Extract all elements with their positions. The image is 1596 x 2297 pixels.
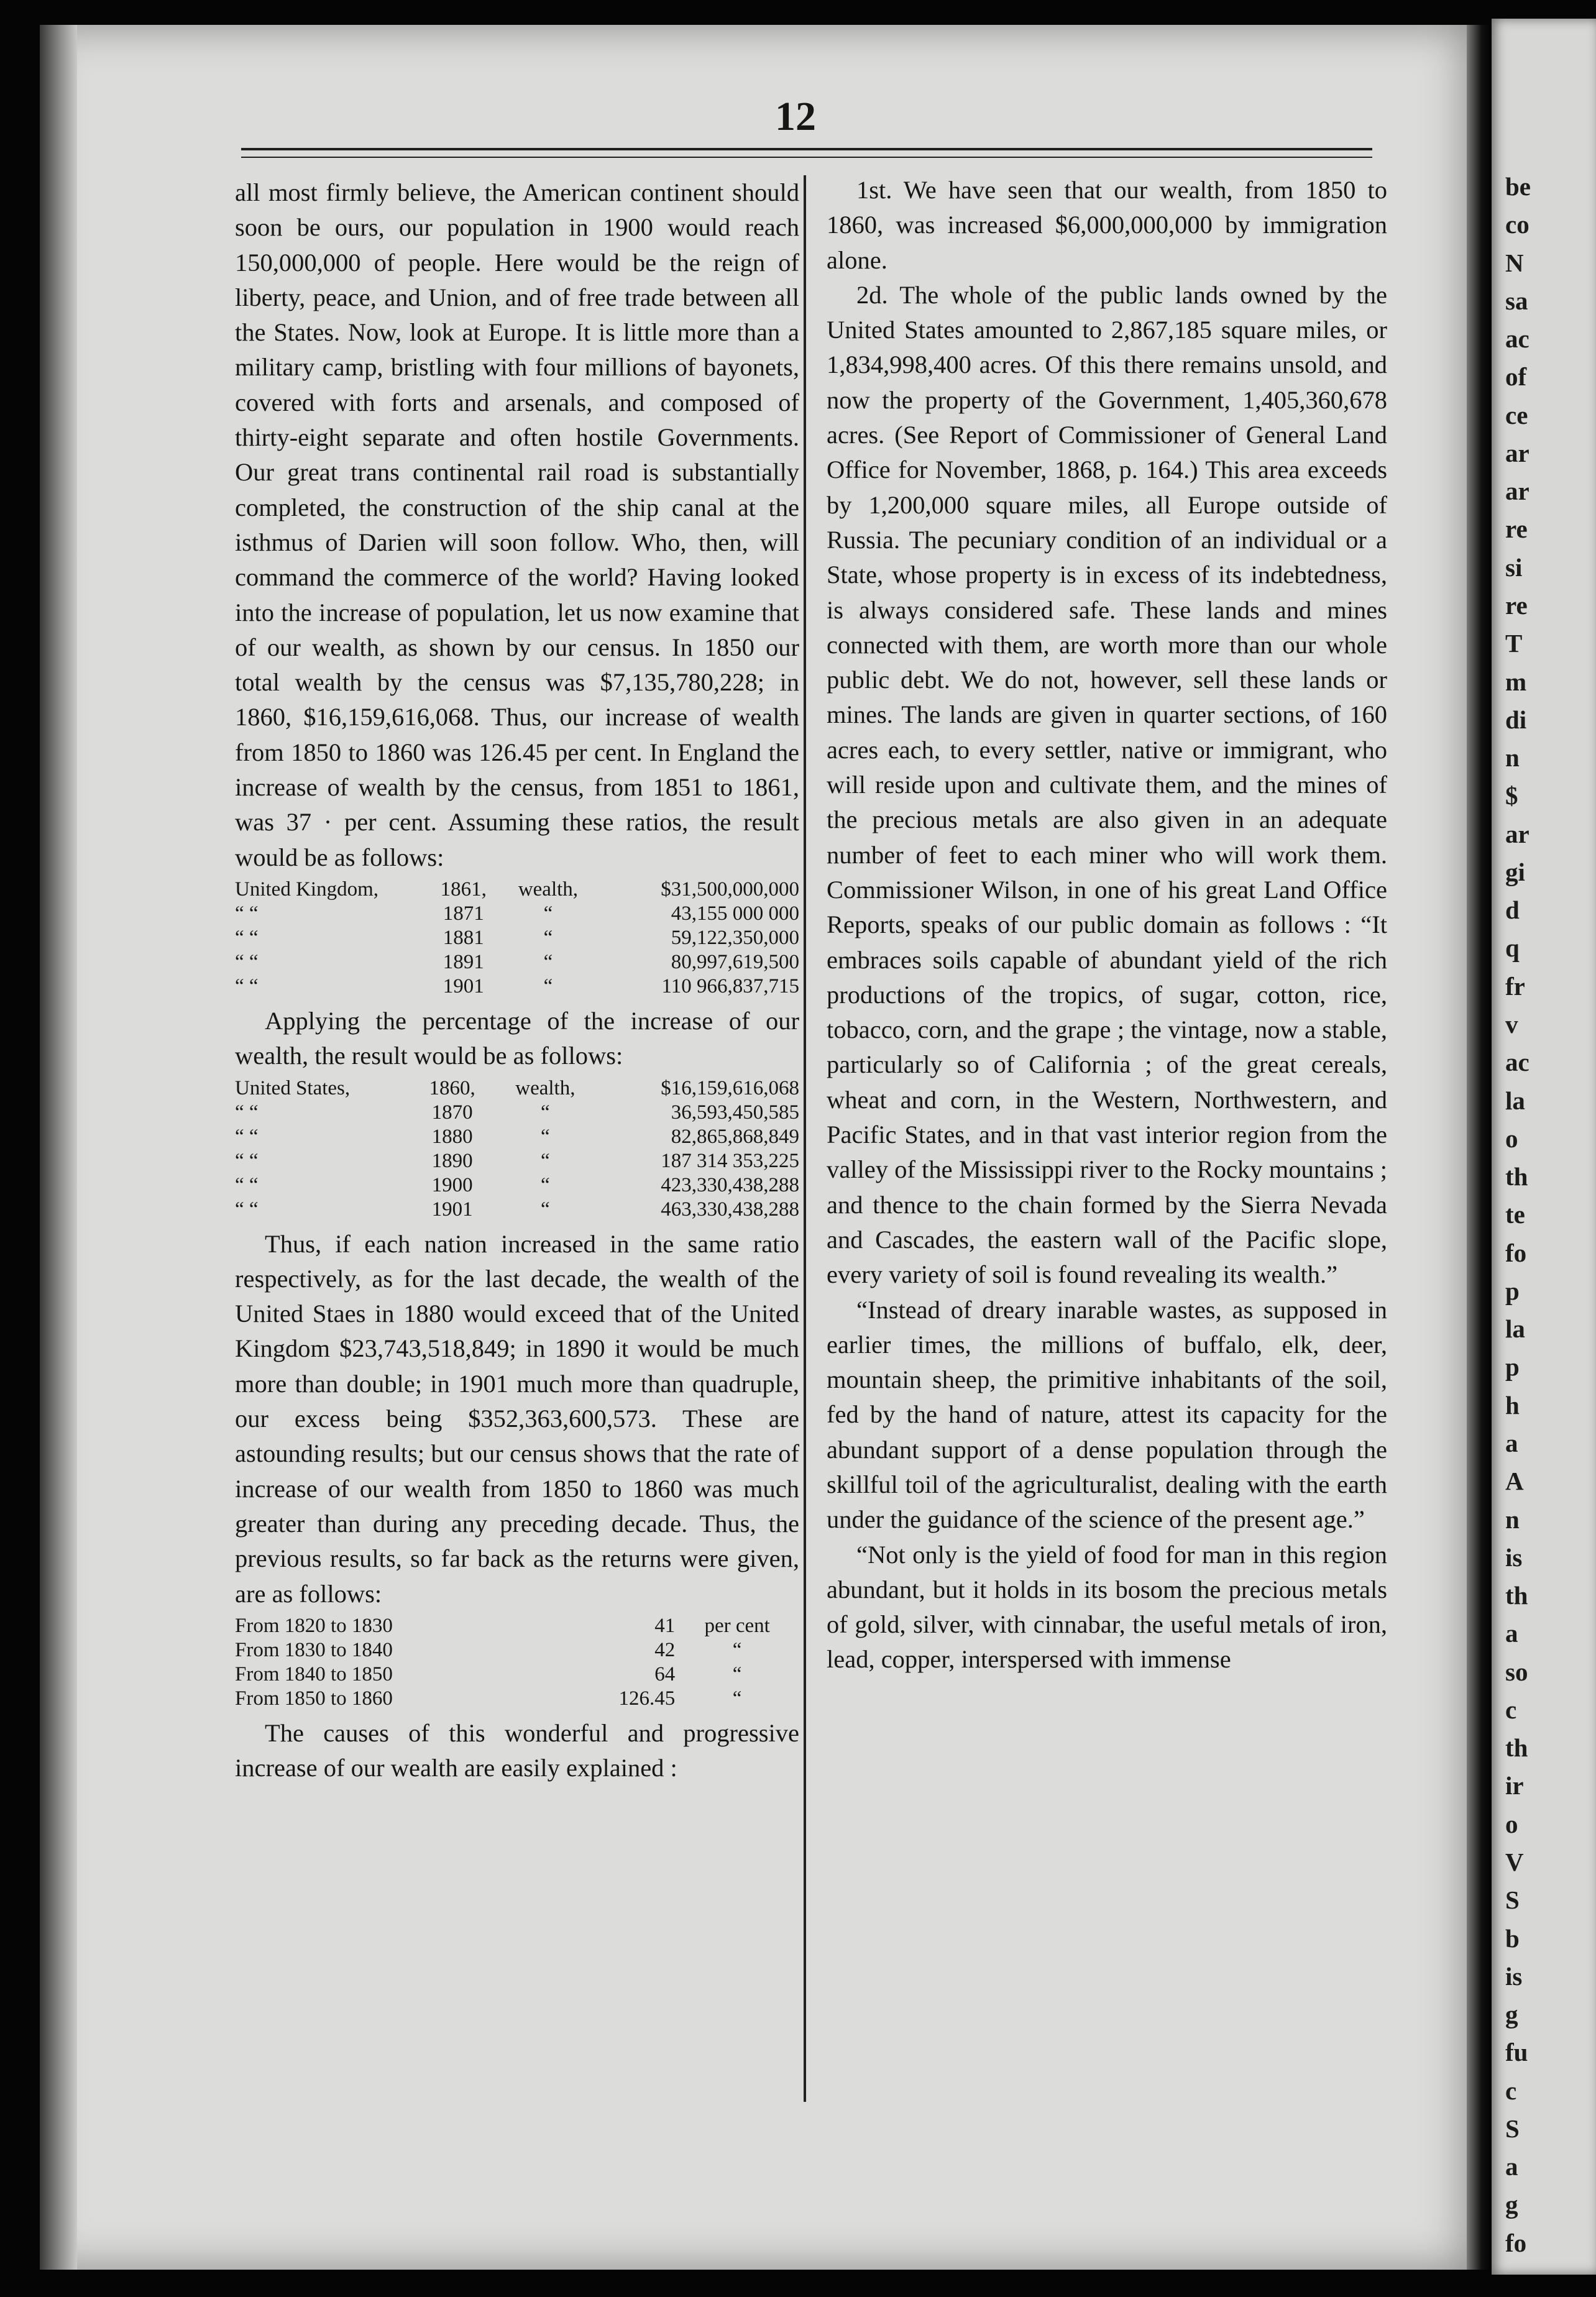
- adjacent-page-fragment: m: [1505, 667, 1527, 696]
- us-table-row-value: 36,593,450,585: [671, 1101, 799, 1124]
- rate-table-row-value: 126.45: [618, 1687, 676, 1710]
- adjacent-page-fragment: ce: [1505, 400, 1528, 429]
- us-table-row-year: 1870: [431, 1101, 473, 1124]
- us-table-row-label: “: [541, 1101, 550, 1124]
- right-paragraph-2: 2d. The whole of the public lands owned by the United States amounted to 2,867,185 square miles, or 1,834,998,400 acres. Of this there remains unsold, and now the property of the Government, 1,405,360,678 acres. (See Report of Commissioner of General Land Office for November, 1868, p. 164.) This area exceeds by 1,200,000 square miles, all Europe outside of Russia. The pecuniary condition of an individual or a State, whose property is in excess of its indebtedness, is always considered safe. These lands and mines connected with them, are worth more than our whole public debt. We do not, however, sell these lands or mines. The lands are given in quarter sections, of 160 acres each, to every settler, native or immigrant, who will reside upon and cultivate them, and the mines of the precious metals are also given in an adequate number of feet to each miner who will work them. Commissioner Wilson, in one of his great Land Office Reports, speaks of our public domain as follows : “It embraces soils capable of abundant yield of the rich productions of the tropics, of sugar, cotton, rice, tobacco, corn, and the grape ; the vintage, now a stable, particularly so of California ; of the great cereals, wheat and corn, in the Western, Northwestern, and Pacific States, and in that vast interior region from the valley of the Mississippi river to the Rocky mountains ; and thence to the chain formed by the Sierra Nevada and Cascades, the eastern wall of the Pacific slope, every variety of soil is found revealing its wealth.”: [827, 280, 1387, 1289]
- uk-table-row: [235, 902, 799, 926]
- rate-table-row-unit: per cent: [704, 1614, 770, 1637]
- us-table-row-country: “ “: [235, 1101, 259, 1124]
- adjacent-page-fragment: c: [1505, 1695, 1517, 1724]
- adjacent-page-fragment: d: [1505, 896, 1520, 925]
- us-table-row-country: United States,: [235, 1076, 351, 1099]
- right-column: [827, 173, 1387, 2106]
- adjacent-page-fragment: sa: [1505, 286, 1528, 315]
- us-table-row-country: “ “: [235, 1173, 259, 1196]
- wealth-increase-rate-table: [235, 1614, 799, 1711]
- us-table-row-label: “: [541, 1173, 550, 1196]
- adjacent-page-fragment: ar: [1505, 819, 1530, 848]
- adjacent-page-fragment: gi: [1505, 857, 1525, 886]
- us-table-row-value: 82,865,868,849: [671, 1125, 799, 1148]
- page-number: 12: [775, 94, 816, 139]
- uk-table-row-country: “ “: [235, 974, 259, 997]
- rate-table-row-unit: “: [732, 1662, 742, 1685]
- adjacent-page-fragment: N: [1505, 248, 1524, 277]
- uk-table-row-year: 1871: [443, 902, 484, 925]
- rate-table-row: [235, 1662, 799, 1687]
- us-table-row-label: “: [541, 1125, 550, 1148]
- adjacent-page-fragment: g: [1505, 2000, 1518, 2029]
- uk-table-row-value: 43,155 000 000: [671, 902, 799, 925]
- uk-table-row-year: 1881: [443, 926, 484, 949]
- right-paragraph-4: “Not only is the yield of food for man in this region abundant, but it holds in its bosom the precious metals of gold, silver, with cinnabar, the useful metals of iron, lead, copper, interspersed with immense: [827, 1540, 1387, 1674]
- adjacent-page-fragment: v: [1505, 1010, 1518, 1038]
- us-table-row-year: 1890: [431, 1149, 473, 1172]
- adjacent-page-fragment: V: [1505, 1848, 1524, 1876]
- us-table-row-value: $16,159,616,068: [661, 1076, 799, 1099]
- book-spine-shadow: [40, 25, 77, 2270]
- adjacent-page-fragment: ac: [1505, 1048, 1530, 1077]
- adjacent-page-fragment: n: [1505, 743, 1520, 773]
- adjacent-page-fragment: ar: [1505, 438, 1530, 467]
- us-wealth-table: [235, 1076, 799, 1222]
- rate-table-row-unit: “: [732, 1687, 742, 1710]
- adjacent-page-fragment: th: [1505, 1581, 1528, 1610]
- adjacent-page-fragment: T: [1505, 629, 1523, 658]
- uk-table-row-value: 110 966,837,715: [661, 974, 799, 997]
- adjacent-page-fragment: re: [1505, 591, 1528, 620]
- left-paragraph-2: Applying the percentage of the increase of our wealth, the result would be as follows:: [235, 1006, 799, 1070]
- adjacent-page-fragment: a: [1505, 1429, 1518, 1457]
- rate-table-row: [235, 1614, 799, 1638]
- adjacent-page-fragment: di: [1505, 705, 1527, 734]
- us-table-row-year: 1880: [431, 1125, 473, 1148]
- adjacent-page-fragment: te: [1505, 1200, 1525, 1229]
- adjacent-page-fragment: n: [1505, 1505, 1520, 1534]
- rate-table-row-value: 41: [654, 1614, 676, 1637]
- us-table-row-country: “ “: [235, 1149, 259, 1172]
- uk-table-row-label: wealth,: [518, 878, 579, 901]
- right-paragraph-3: “Instead of dreary inarable wastes, as supposed in earlier times, the millions of buffalo, elk, deer, mountain sheep, the primitive inhabitants of the soil, fed by the hand of nature, attest its capacity for the abundant support of a dense population through the skillful toil of the agriculturalist, dealing with the earth under the guidance of the science of the present age.”: [827, 1295, 1387, 1534]
- uk-table-row-country: “ “: [235, 902, 259, 925]
- rate-table-row: [235, 1638, 799, 1662]
- uk-table-row-label: “: [543, 974, 553, 997]
- uk-table-row-label: “: [543, 902, 553, 925]
- us-table-row-year: 1860,: [429, 1076, 475, 1099]
- adjacent-page-fragment: S: [1505, 2114, 1520, 2143]
- adjacent-page-fragment: fu: [1505, 2038, 1528, 2067]
- us-table-row: [235, 1173, 799, 1198]
- rate-table-row: [235, 1687, 799, 1711]
- adjacent-page-fragment: is: [1505, 1543, 1523, 1572]
- us-table-row-country: “ “: [235, 1198, 259, 1221]
- adjacent-page-fragment: ir: [1505, 1771, 1524, 1800]
- uk-wealth-table: [235, 878, 799, 999]
- header-rule-thin: [241, 157, 1372, 158]
- column-divider: [804, 175, 806, 2102]
- uk-table-row-value: $31,500,000,000: [661, 878, 799, 901]
- us-table-row-label: wealth,: [515, 1076, 576, 1099]
- us-table-row-year: 1900: [431, 1173, 473, 1196]
- adjacent-page-fragment: si: [1505, 552, 1523, 582]
- adjacent-page-edge: [1492, 19, 1596, 2275]
- left-column: [235, 175, 799, 2108]
- uk-table-row-country: “ “: [235, 950, 259, 973]
- adjacent-page-fragment: la: [1505, 1314, 1525, 1344]
- us-table-row-value: 463,330,438,288: [661, 1198, 799, 1221]
- adjacent-page-fragment: of: [1505, 362, 1527, 392]
- uk-table-row-year: 1861,: [440, 878, 487, 901]
- uk-table-row: [235, 926, 799, 950]
- us-table-row: [235, 1149, 799, 1173]
- adjacent-page-fragment: h: [1505, 1390, 1520, 1419]
- adjacent-page-fragment: b: [1505, 1923, 1520, 1953]
- us-table-row-value: 187 314 353,225: [661, 1149, 799, 1172]
- us-table-row: [235, 1076, 799, 1101]
- adjacent-page-fragment: fo: [1505, 1238, 1527, 1267]
- adjacent-page-fragment: p: [1505, 1276, 1520, 1305]
- adjacent-page-fragment: g: [1505, 2190, 1518, 2219]
- header-rule: [241, 148, 1372, 150]
- uk-table-row-country: “ “: [235, 926, 259, 949]
- adjacent-page-fragment: o: [1505, 1124, 1518, 1153]
- rate-table-row-period: From 1850 to 1860: [235, 1687, 393, 1710]
- adjacent-page-fragment: ar: [1505, 477, 1530, 506]
- adjacent-page-fragment: o: [1505, 1809, 1518, 1838]
- us-table-row-label: “: [541, 1149, 550, 1172]
- rate-table-row-value: 64: [654, 1662, 676, 1685]
- us-table-row-year: 1901: [431, 1198, 473, 1221]
- uk-table-row-value: 59,122,350,000: [671, 926, 799, 949]
- uk-table-row: [235, 950, 799, 974]
- us-table-row: [235, 1125, 799, 1149]
- adjacent-page-fragment: th: [1505, 1162, 1528, 1191]
- rate-table-row-period: From 1820 to 1830: [235, 1614, 393, 1637]
- adjacent-page-fragment: fo: [1505, 2228, 1527, 2257]
- adjacent-page-fragment: th: [1505, 1733, 1528, 1763]
- adjacent-page-fragment: be: [1505, 172, 1531, 201]
- us-table-row: [235, 1101, 799, 1125]
- adjacent-page-fragment: q: [1505, 933, 1520, 963]
- rate-table-row-value: 42: [654, 1638, 676, 1661]
- us-table-row-country: “ “: [235, 1125, 259, 1148]
- adjacent-page-fragment: so: [1505, 1657, 1528, 1686]
- adjacent-page-fragment: ac: [1505, 324, 1530, 354]
- gutter-shadow: [1467, 25, 1492, 2270]
- rate-table-row-unit: “: [732, 1638, 742, 1661]
- uk-table-row-year: 1891: [443, 950, 484, 973]
- left-paragraph-3: Thus, if each nation increased in the same ratio respectively, as for the last decade, the wealth of the United Staes in 1880 would exceed that of the United Kingdom $23,743,518,849; in 1890 it would be much more than double; in 1901 much more than quadruple, our excess being $352,363,600,573. These are astounding results; but our census shows that the rate of increase of our wealth from 1850 to 1860 was much greater than during any preceding decade. Thus, the previous results, so far back as the returns were given, are as follows:: [235, 1229, 799, 1608]
- adjacent-page-fragment: A: [1505, 1467, 1524, 1496]
- adjacent-page-fragment: fr: [1505, 971, 1525, 1001]
- left-paragraph-4: The causes of this wonderful and progressive increase of our wealth are easily explained :: [235, 1718, 799, 1782]
- uk-table-row-label: “: [543, 950, 553, 973]
- adjacent-page-fragment: a: [1505, 1619, 1518, 1648]
- us-table-row: [235, 1198, 799, 1222]
- uk-table-row-year: 1901: [443, 974, 484, 997]
- adjacent-page-fragment: c: [1505, 2076, 1517, 2105]
- rate-table-row-period: From 1840 to 1850: [235, 1662, 393, 1685]
- uk-table-row: [235, 974, 799, 999]
- adjacent-page-fragment: la: [1505, 1086, 1525, 1115]
- left-paragraph-1: all most firmly believe, the American continent should soon be ours, our population in 1900 would reach 150,000,000 of people. Here would be the reign of liberty, peace, and Union, and of free trade between all the States. Now, look at Europe. It is little more than a military camp, bristling with four millions of bayonets, covered with forts and arsenals, and composed of thirty-eight separate and often hostile Governments. Our great trans continental rail road is substantially completed, the construction of the ship canal at the isthmus of Darien will soon follow. Who, then, will command the commerce of the world? Having looked into the increase of population, let us now examine that of our wealth, as shown by our census. In 1850 our total wealth by the census was $7,135,780,228; in 1860, $16,159,616,068. Thus, our increase of wealth from 1850 to 1860 was 126.45 per cent. In England the increase of wealth by the census, from 1851 to 1861, was 37 · per cent. Assuming these ratios, the result would be as follows:: [235, 178, 799, 871]
- adjacent-page-fragment: is: [1505, 1961, 1523, 1991]
- rate-table-row-period: From 1830 to 1840: [235, 1638, 393, 1661]
- us-table-row-value: 423,330,438,288: [661, 1173, 799, 1196]
- us-table-row-label: “: [541, 1198, 550, 1221]
- adjacent-page-fragment: co: [1505, 210, 1530, 239]
- uk-table-row: [235, 878, 799, 902]
- adjacent-page-fragment: S: [1505, 1886, 1520, 1915]
- adjacent-page-fragment: re: [1505, 515, 1528, 544]
- adjacent-page-fragment: a: [1505, 2152, 1518, 2181]
- adjacent-page-fragment: p: [1505, 1352, 1520, 1382]
- uk-table-row-country: United Kingdom,: [235, 878, 378, 901]
- uk-table-row-label: “: [543, 926, 553, 949]
- right-paragraph-1: 1st. We have seen that our wealth, from 1850 to 1860, was increased $6,000,000,000 by immigration alone.: [827, 176, 1387, 274]
- adjacent-page-fragment: $: [1505, 781, 1518, 810]
- uk-table-row-value: 80,997,619,500: [671, 950, 799, 973]
